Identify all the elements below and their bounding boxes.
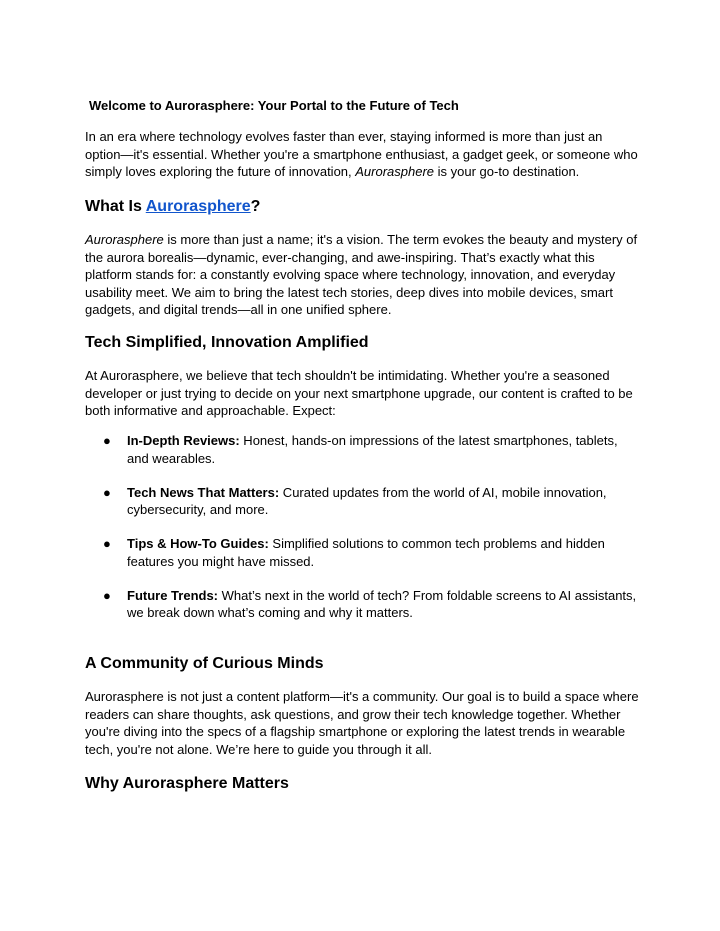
- list-item: [85, 535, 641, 570]
- aurorasphere-link[interactable]: Aurorasphere: [145, 198, 251, 215]
- bullet-icon: ●: [103, 484, 111, 500]
- section-heading-what-is: [85, 198, 260, 216]
- intro-text-start: In an era where technology evolves faster than ever, staying informed is more than just an option—it's essential. Whether you're a smartphone enthusiast, a gadget geek, or someone who simply loves exploring the future of innovation,: [85, 129, 638, 179]
- list-item: [85, 484, 641, 519]
- heading-suffix: ?: [250, 198, 261, 215]
- intro-paragraph: [85, 128, 641, 181]
- intro-brand-name: Aurorasphere: [355, 164, 435, 179]
- feature-list: [85, 432, 641, 638]
- list-item-label: Tech News That Matters:: [127, 484, 280, 500]
- heading-prefix: What Is: [85, 198, 146, 215]
- list-item-label: Future Trends:: [127, 587, 219, 603]
- bullet-icon: ●: [103, 536, 111, 551]
- bullet-icon: ●: [103, 433, 111, 448]
- list-item: [85, 432, 641, 467]
- community-paragraph: Aurorasphere is not just a content platform—it's a community. Our goal is to build a space where readers can share thoughts, ask questions, and grow their tech knowledge together. Whether you're diving into the specs of a flagship smartphone or exploring the latest trends in wearable tech, you're not alone. We’re here to guide you through it all.: [85, 689, 639, 757]
- what-is-body: is more than just a name; it's a vision. The term evokes the beauty and mystery of the aurora borealis—dynamic, ever-changing, and awe-inspiring. That’s exactly what this platform stands for: a constantly evolving space where technology, innovation, and everyday usability meet. We aim to bring the latest tech stories, deep dives into mobile devices, smart gadgets, and digital trends—all in one unified sphere.: [85, 232, 638, 317]
- document-title: Welcome to Aurorasphere: Your Portal to the Future of Tech: [89, 98, 459, 113]
- what-is-paragraph: [85, 231, 641, 319]
- section-heading-community: A Community of Curious Minds: [85, 655, 324, 672]
- section-heading-tech-simplified: Tech Simplified, Innovation Amplified: [85, 334, 369, 351]
- list-item-label: Tips & How-To Guides:: [127, 536, 269, 551]
- list-item-text: Honest, hands-on impressions of the latest smartphones, tablets, and wearables.: [127, 433, 618, 466]
- list-item-text: Curated updates from the world of AI, mobile innovation, cybersecurity, and more.: [127, 484, 607, 517]
- section-heading-why-matters: Why Aurorasphere Matters: [85, 775, 289, 792]
- list-item-label: In-Depth Reviews:: [127, 433, 240, 448]
- list-item-text: What’s next in the world of tech? From foldable screens to AI assistants, we break down what’s coming and why it matters.: [127, 587, 637, 620]
- what-is-brand-name: Aurorasphere: [85, 232, 164, 247]
- list-item: [85, 587, 641, 622]
- intro-text-end: is your go-to destination.: [434, 164, 580, 179]
- tech-simplified-paragraph: At Aurorasphere, we believe that tech shouldn't be intimidating. Whether you're a seasoned developer or just trying to decide on your next smartphone upgrade, our content is crafted to be both informative and approachable. Expect:: [85, 368, 633, 418]
- bullet-icon: ●: [103, 587, 111, 603]
- list-item-text: Simplified solutions to common tech problems and hidden features you might have missed.: [127, 536, 605, 569]
